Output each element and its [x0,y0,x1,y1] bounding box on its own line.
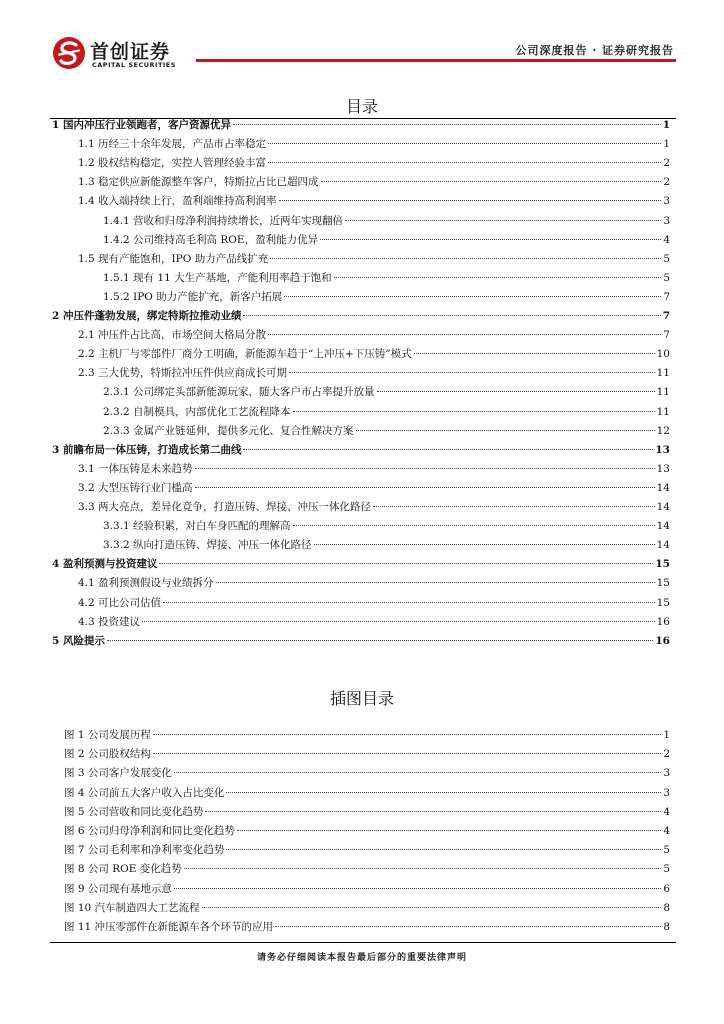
figure-entry-page-number: 6 [663,882,670,895]
dot-leader [243,315,660,316]
figure-entry-label: 图 8 公司 ROE 变化趋势 [64,863,182,876]
toc-entry-page-number: 7 [663,290,670,303]
toc-entry[interactable] [78,576,670,590]
toc-entry-label: 4.2 可比公司估值 [78,596,162,609]
toc-entry-page-number: 11 [656,367,670,380]
toc-entry-label: 3.3.1 经验积累，对白车身匹配的理解高 [103,520,291,533]
toc-entry-page-number: 13 [655,443,670,456]
figure-entry[interactable] [64,786,670,800]
toc-title: 目录 [345,97,378,116]
toc-entry-label: 1.4.2 公司维持高毛利高 ROE，盈利能力优异 [103,233,319,246]
toc-entry-page-number: 16 [656,615,670,628]
toc-entry-page-number: 1 [662,119,670,131]
toc-entry[interactable] [78,615,670,629]
toc-entry-label: 3 前瞻布局一体压铸，打造成长第二曲线 [52,443,242,456]
toc-entry-label: 2.3.2 自制模具，内部优化工艺流程降本 [103,405,291,418]
dot-leader [268,334,661,335]
dot-leader [159,563,653,564]
dot-leader [142,621,655,622]
toc-entry[interactable] [103,233,670,247]
toc-entry-page-number: 11 [656,405,670,418]
dot-leader [268,162,661,163]
toc-entry-label: 3.3.2 纵向打造压铸、焊接、冲压一体化路径 [103,539,312,552]
toc-entry[interactable] [52,634,670,648]
toc-entry-page-number: 11 [656,386,670,399]
toc-entry-label: 5 风险提示 [52,634,105,647]
toc-entry-page-number: 5 [663,252,670,265]
dot-leader [195,468,655,469]
toc-entry-label: 1.5.2 IPO 助力产能扩充，新客户拓展 [103,290,283,303]
toc-entry-label: 2.3.3 金属产业链延伸，提供多元化、复合性解决方案 [103,424,354,437]
capital-securities-logo-icon [52,36,86,70]
toc-entry-page-number: 13 [656,462,670,475]
figure-entry-label: 图 4 公司前五大客户收入占比变化 [64,786,225,799]
figure-entry[interactable] [64,901,670,915]
toc-entry-page-number: 2 [663,157,670,170]
dot-leader [321,181,662,182]
figure-entry-label: 图 9 公司现有基地示意 [64,882,172,895]
toc-entry[interactable] [103,519,670,533]
toc-entry[interactable] [78,175,670,189]
toc-entry-label: 1 国内冲压行业领跑者，客户资源优异 [52,119,231,131]
toc-entry[interactable] [78,194,670,208]
logo-english-name: CAPITAL SECURITIES [92,61,176,69]
figure-entry-page-number: 1 [663,729,670,741]
report-type-label: 公司深度报告 · 证券研究报告 [515,44,674,57]
figure-entry[interactable] [64,882,670,896]
figure-entry[interactable] [64,728,670,742]
toc-entry-page-number: 14 [656,520,670,533]
toc-entry-page-number: 3 [663,195,670,208]
toc-entry[interactable] [103,385,670,399]
report-header [0,0,724,69]
figure-entry-label: 图 3 公司客户发展变化 [64,767,172,780]
dot-leader [320,239,661,240]
toc-entry[interactable] [78,328,670,342]
toc-entry[interactable] [78,252,670,266]
figure-entry-page-number: 8 [663,921,670,933]
figure-entry[interactable] [64,766,670,780]
dot-leader [174,888,661,889]
figure-entry[interactable] [64,824,670,838]
toc-entry[interactable] [52,443,670,457]
dot-leader [107,640,653,641]
dot-leader [243,449,653,450]
toc-entry[interactable] [78,156,670,170]
dot-leader [233,124,661,125]
toc-entry[interactable] [78,481,670,495]
figure-entry-label: 图 5 公司营收和同比变化趋势 [64,805,204,818]
dot-leader [373,506,655,507]
dot-leader [226,792,661,793]
toc-entry-label: 2.1 冲压件占比高，市场空间大格局分散 [78,329,267,342]
toc-entry-page-number: 3 [663,214,670,227]
toc-entry[interactable] [52,118,670,132]
figure-entry-page-number: 3 [663,767,670,780]
toc-entry-label: 2 冲压件蓬勃发展，绑定特斯拉推动业绩 [52,310,242,322]
figure-entry-label: 图 2 公司股权结构 [64,748,151,761]
toc-entry[interactable] [78,500,670,514]
dot-leader [270,258,661,259]
figure-entry-label: 图 7 公司毛利率和净利率变化趋势 [64,844,225,857]
figure-entry[interactable] [64,747,670,761]
toc-entry[interactable] [103,290,670,304]
toc-entry-page-number: 5 [663,271,670,284]
dot-leader [237,830,661,831]
figure-entry[interactable] [64,805,670,819]
dot-leader [163,602,655,603]
dot-leader [275,926,661,927]
toc-entry-label: 3.2 大型压铸行业门槛高 [78,481,193,494]
toc-entry[interactable] [78,347,670,361]
toc-entry-page-number: 15 [656,596,670,609]
dot-leader [195,487,655,488]
figure-entry-page-number: 3 [663,786,670,799]
toc-entry-page-number: 1 [663,138,670,151]
toc-entry-page-number: 7 [662,310,670,322]
logo-chinese-name: 首创证券 [90,41,171,63]
figure-entry-page-number: 4 [663,805,670,818]
toc-entry[interactable] [52,309,670,323]
toc-entry-page-number: 4 [663,233,670,246]
toc-entry[interactable] [103,271,670,285]
toc-entry[interactable] [78,596,670,610]
toc-entry[interactable] [103,424,670,438]
toc-entry-label: 4.3 投资建议 [78,615,141,628]
toc-entry-page-number: 7 [663,329,670,342]
toc-entry-label: 2.3 三大优势，特斯拉冲压件供应商成长可期 [78,367,288,380]
figure-entry[interactable] [64,920,670,934]
toc-entry[interactable] [78,366,670,380]
toc-entry-label: 1.5.1 现有 11 大生产基地，产能利用率趋于饱和 [103,271,332,284]
toc-entry-page-number: 2 [663,176,670,189]
dot-leader [284,296,661,297]
company-logo [52,36,192,70]
toc-entry-page-number: 15 [655,558,670,571]
dot-leader [345,220,661,221]
figure-entry-page-number: 8 [663,901,670,914]
figure-entry-page-number: 5 [663,844,670,857]
dot-leader [153,734,661,735]
figure-entry[interactable] [64,862,670,876]
dot-leader [314,544,655,545]
footer-divider [50,942,676,943]
figure-entry-label: 图 1 公司发展历程 [64,729,151,741]
toc-entry-label: 4.1 盈利预测假设与业绩拆分 [78,577,214,590]
dot-leader [205,811,661,812]
toc-entry[interactable] [52,557,670,571]
toc-entry[interactable] [103,214,670,228]
dot-leader [293,525,655,526]
figure-entry-page-number: 5 [663,863,670,876]
footer-disclaimer: 请务必仔细阅读本报告最后部分的重要法律声明 [256,953,467,963]
toc-entry-label: 1.2 股权结构稳定，实控人管理经验丰富 [78,157,267,170]
header-red-line [196,59,676,62]
toc-entry-label: 1.4 收入端持续上行，盈利端维持高利润率 [78,195,277,208]
toc-entry[interactable] [78,137,670,151]
dot-leader [414,353,655,354]
toc-entry-page-number: 12 [656,424,670,437]
dot-leader [279,200,662,201]
dot-leader [289,372,655,373]
figure-entry-label: 图 11 冲压零部件在新能源车各个环节的应用 [64,921,274,933]
dot-leader [293,411,655,412]
toc-entry-label: 4 盈利预测与投资建议 [52,558,158,571]
toc-entry-page-number: 14 [656,501,670,513]
toc-entry-label: 3.1 一体压铸是未来趋势 [78,462,193,475]
dot-leader [202,907,662,908]
toc-entry-page-number: 16 [655,634,670,647]
figure-entry[interactable] [64,843,670,857]
toc-entry-page-number: 10 [656,348,670,361]
figure-entry-page-number: 4 [663,825,670,837]
dot-leader [356,430,655,431]
toc-entry[interactable] [78,462,670,476]
figure-entry-label: 图 6 公司归母净利润和同比变化趋势 [64,825,235,837]
toc-entry-label: 1.4.1 营收和归母净利润持续增长，近两年实现翻倍 [103,214,344,227]
figure-entry-page-number: 2 [663,748,670,761]
dot-leader [216,582,655,583]
toc-entry-label: 2.3.1 公司绑定头部新能源玩家，随大客户市占率提升放量 [103,386,375,399]
toc-entry-label: 1.5 现有产能饱和，IPO 助力产品线扩充 [78,252,269,265]
toc-entry-page-number: 14 [656,481,670,494]
dot-leader [153,753,661,754]
dot-leader [184,868,662,869]
figure-entry-label: 图 10 汽车制造四大工艺流程 [64,901,200,914]
figures-title: 插图目录 [329,689,394,708]
dot-leader [377,391,655,392]
toc-entry-label: 2.2 主机厂与零部件厂商分工明确，新能源车趋于“上冲压+下压铸”模式 [78,348,412,361]
toc-entry[interactable] [103,538,670,552]
toc-entry-label: 1.1 历经三十余年发展，产品市占率稳定 [78,138,267,151]
dot-leader [268,143,661,144]
dot-leader [334,277,662,278]
dot-leader [226,849,661,850]
toc-entry-label: 1.3 稳定供应新能源整车客户，特斯拉占比已超四成 [78,176,319,189]
toc-entry-page-number: 14 [656,539,670,552]
toc-entry-label: 3.3 两大亮点，差异化竞争，打造压铸、焊接、冲压一体化路径 [78,501,372,513]
dot-leader [174,772,661,773]
toc-entry[interactable] [103,405,670,419]
toc-entry-page-number: 15 [656,577,670,590]
